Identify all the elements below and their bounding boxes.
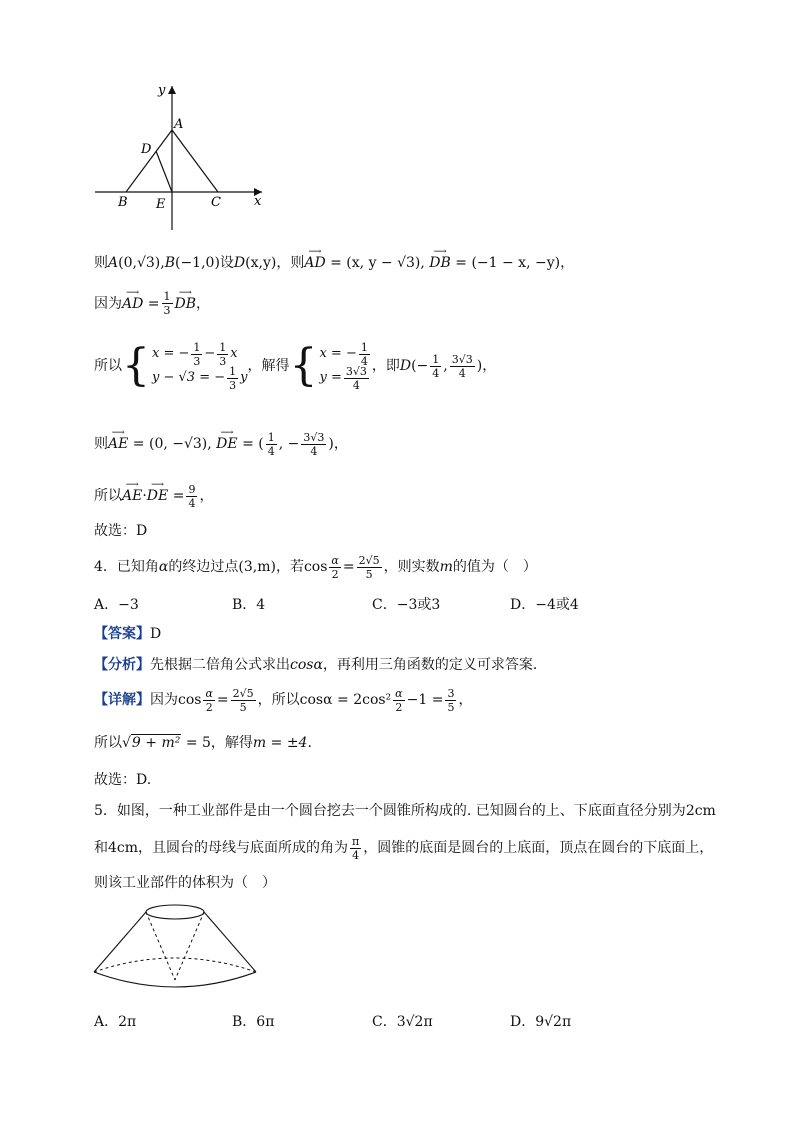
q5-option-a: A．2π xyxy=(94,1014,137,1030)
line-5: 所以 ⟶ AE · ⟶ DE = $\frac{9}{4}$ ， xyxy=(94,478,213,514)
line-4: 则 ⟶ AE = (0, −√3), ⟶ DE = ( $\frac{1}{4}$ , − $\frac{3√3}{4}$ )， xyxy=(94,424,348,464)
frustum-figure xyxy=(90,900,260,990)
vector-ad: ⟶ AD xyxy=(304,254,325,272)
q5-option-b: B．6π xyxy=(232,1014,275,1030)
label-c: C xyxy=(211,195,221,210)
line-3: 所以 { x = − $\frac{1}{3}$ − $\frac{1}{3}$ x y − √3 = − $\frac{1}{3}$ y ，解得 { x = − $\frac{1}{4}$ y = $\frac{3√3}{4}$ ，即 D (− $\frac{1}{4}$ , $\frac{3√3}{4}$ )， xyxy=(94,340,497,392)
label-a: A xyxy=(174,117,184,132)
label-d: D xyxy=(141,142,152,157)
q4-answer: 【答案】D xyxy=(94,626,162,642)
q4-option-c: C．−3或3 xyxy=(372,597,441,613)
q4-conclusion: 故选：D. xyxy=(94,772,152,788)
line-2: 因为 ⟶ AD = $\frac{1}{3}$ ⟶ DB ， xyxy=(94,290,210,317)
label-x: x xyxy=(254,194,262,209)
q4-option-b: B．4 xyxy=(232,597,266,613)
q4-analysis: 【分析】先根据二倍角公式求出cosα，再利用三角函数的定义可求答案. xyxy=(94,657,538,673)
q4-option-d: D．−4或4 xyxy=(510,597,579,613)
label-e: E xyxy=(156,197,166,212)
q5-option-c: C．3√2π xyxy=(372,1014,433,1030)
q5-stem-line1: 5．如图，一种工业部件是由一个圆台挖去一个圆锥所构成的. 已知圆台的上、下底面直径分别为2cm xyxy=(94,803,716,819)
line-6: 故选：D xyxy=(94,523,148,539)
q4-stem: 4．已知角 α 的终边过点 (3,m) ，若 cos $\frac{\alpha}{2}$ = $\frac{2√5}{5}$ ，则实数 m 的值为（ ） xyxy=(94,553,537,581)
q5-stem-line3: 则该工业部件的体积为（ ） xyxy=(94,875,276,891)
line-1: 则A(0,√3),B(−1,0)设D(x,y)，则⟶ AD = (x, y − √3), ⟶ DB = (−1 − x, −y)， xyxy=(94,254,574,272)
q4-detail: 【详解】 因为 cos $\frac{\alpha}{2}$ = $\frac{2√5}{5}$ ，所以 cosα = 2cos² $\frac{\alpha}{2}$ −1 = $\frac{3}{5}$ ， xyxy=(94,686,473,714)
q4-detail-line2: 所以√9 + m² = 5，解得m = ±4. xyxy=(94,735,312,751)
coordinate-figure xyxy=(90,80,270,240)
vector-db: ⟶ DB xyxy=(429,254,451,272)
q5-option-d: D．9√2π xyxy=(510,1014,572,1030)
label-b: B xyxy=(118,195,128,210)
q4-option-a: A．−3 xyxy=(94,597,139,613)
q5-stem-line2: 和 4cm ，且圆台的母线与底面所成的角为 $\frac{\pi}{4}$ ，圆锥的底面是圆台的上底面，顶点在圆台的下底面上， xyxy=(94,834,714,862)
label-y: y xyxy=(158,83,166,98)
